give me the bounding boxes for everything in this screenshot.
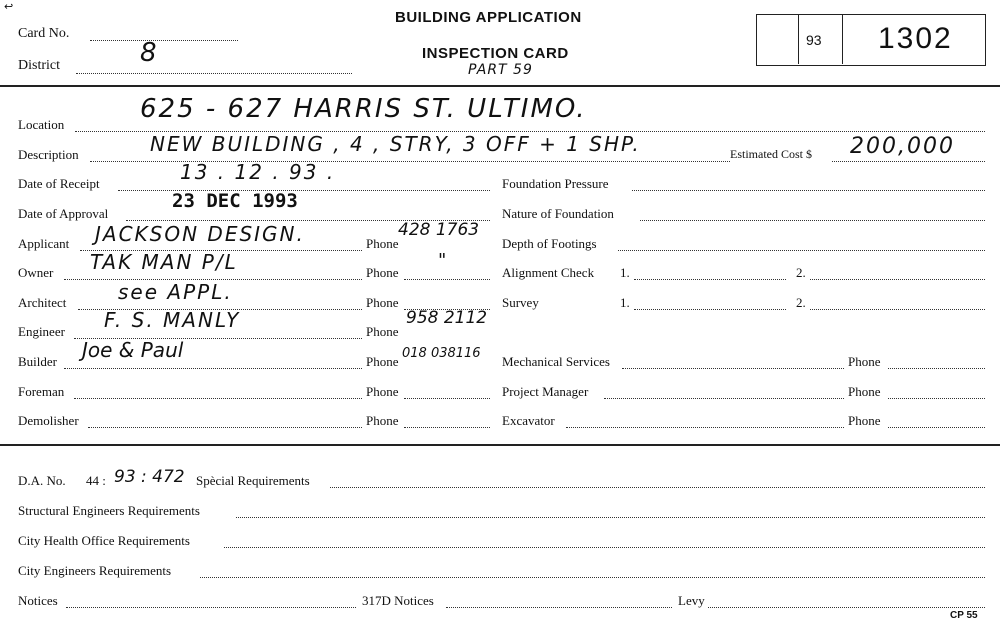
date-receipt-label: Date of Receipt: [18, 176, 100, 191]
demolisher-line: [88, 427, 362, 428]
title-line1: BUILDING APPLICATION: [395, 9, 582, 26]
location-label: Location: [18, 117, 65, 132]
survey-line1: [634, 309, 786, 310]
excavator-phone-label: Phone: [848, 413, 881, 428]
builder-value: Joe & Paul: [82, 338, 184, 362]
foreman-label: Foreman: [18, 384, 65, 399]
builder-phone-label: Phone: [366, 354, 399, 369]
city-engineers-label: City Engineers Requirements: [18, 563, 172, 578]
special-requirements-line: [330, 487, 985, 488]
project-manager-phone-line: [888, 398, 985, 399]
health-label: City Health Office Requirements: [18, 533, 190, 548]
mechanical-phone-line: [888, 368, 985, 369]
demolisher-label: Demolisher: [18, 413, 79, 428]
title-handwritten: PART 59: [468, 62, 533, 78]
mechanical-services-line: [622, 368, 844, 369]
architect-phone-label: Phone: [366, 295, 399, 310]
header-rule: [0, 85, 1000, 87]
card-no-line: [90, 40, 238, 41]
notices-317d-label: 317D Notices: [362, 593, 434, 608]
owner-value: TAK MAN P/L: [90, 250, 238, 274]
date-approval-stamp: 23 DEC 1993: [172, 190, 298, 212]
da-value: 93 : 472: [114, 467, 185, 487]
date-approval-label: Date of Approval: [18, 206, 109, 221]
location-value: 625 - 627 HARRIS ST. ULTIMO.: [140, 94, 587, 124]
alignment-num2: 2.: [796, 265, 806, 280]
nature-foundation-line: [640, 220, 985, 221]
card-no-label: Card No.: [18, 26, 70, 41]
owner-phone: ": [438, 250, 449, 271]
applicant-label: Applicant: [18, 236, 70, 251]
notices-label: Notices: [18, 593, 58, 608]
project-manager-label: Project Manager: [502, 384, 589, 399]
structural-line: [236, 517, 985, 518]
project-manager-line: [604, 398, 844, 399]
estimated-cost-value: 200,000: [850, 134, 955, 159]
engineer-phone-label: Phone: [366, 324, 399, 339]
depth-footings-label: Depth of Footings: [502, 236, 597, 251]
mechanical-services-label: Mechanical Services: [502, 354, 610, 369]
builder-label: Builder: [18, 354, 57, 369]
owner-label: Owner: [18, 265, 54, 280]
health-line: [224, 547, 985, 548]
excavator-label: Excavator: [502, 413, 555, 428]
description-value: NEW BUILDING , 4 , STRY, 3 OFF + 1 SHP.: [150, 132, 641, 156]
description-label: Description: [18, 147, 79, 162]
city-engineers-line: [200, 577, 985, 578]
foundation-pressure-label: Foundation Pressure: [502, 176, 609, 191]
notices-line: [66, 607, 356, 608]
alignment-num1: 1.: [620, 265, 630, 280]
title-line2: INSPECTION CARD: [422, 45, 569, 62]
applicant-value: JACKSON DESIGN.: [95, 222, 305, 246]
demolisher-phone-label: Phone: [366, 413, 399, 428]
survey-line2: [810, 309, 985, 310]
builder-phone: 018 038116: [402, 346, 481, 361]
box-divider-2: [842, 14, 843, 64]
estimated-cost-line: [832, 161, 985, 162]
district-label: District: [18, 58, 60, 73]
survey-label: Survey: [502, 295, 539, 310]
survey-num1: 1.: [620, 295, 630, 310]
mechanical-phone-label: Phone: [848, 354, 881, 369]
applicant-phone-label: Phone: [366, 236, 399, 251]
project-manager-phone-label: Phone: [848, 384, 881, 399]
form-code: CP 55: [950, 610, 978, 621]
architect-label: Architect: [18, 295, 67, 310]
owner-phone-line: [404, 279, 490, 280]
foreman-line: [74, 398, 362, 399]
foundation-pressure-line: [632, 190, 985, 191]
date-receipt-value: 13 . 12 . 93 .: [180, 160, 336, 184]
district-value: 8: [140, 38, 159, 68]
district-line: [76, 73, 352, 74]
architect-value: see APPL.: [118, 280, 233, 304]
engineer-value: F. S. MANLY: [104, 308, 241, 332]
applicant-phone: 428 1763: [398, 220, 480, 240]
da-no-label: D.A. No.: [18, 473, 66, 488]
depth-footings-line: [618, 250, 985, 251]
levy-label: Levy: [678, 593, 705, 608]
owner-phone-label: Phone: [366, 265, 399, 280]
foreman-phone-line: [404, 398, 490, 399]
box-divider-1: [798, 14, 799, 64]
box-year: 93: [806, 32, 822, 48]
middle-rule: [0, 444, 1000, 446]
foreman-phone-label: Phone: [366, 384, 399, 399]
alignment-check-label: Alignment Check: [502, 265, 595, 280]
box-number: 1302: [878, 22, 953, 55]
engineer-phone: 958 2112: [406, 308, 488, 328]
demolisher-phone-line: [404, 427, 490, 428]
survey-num2: 2.: [796, 295, 806, 310]
da-prefix: 44 :: [86, 473, 106, 488]
excavator-line: [566, 427, 844, 428]
alignment-line2: [810, 279, 985, 280]
special-requirements-label: Spècial Requirements: [196, 473, 310, 488]
structural-label: Structural Engineers Requirements: [18, 503, 200, 518]
engineer-label: Engineer: [18, 324, 65, 339]
alignment-line1: [634, 279, 786, 280]
nature-foundation-label: Nature of Foundation: [502, 206, 614, 221]
levy-line: [708, 607, 985, 608]
notices-317d-line: [446, 607, 672, 608]
estimated-cost-label: Estimated Cost $: [730, 147, 812, 161]
corner-mark: ↩: [4, 1, 14, 13]
excavator-phone-line: [888, 427, 985, 428]
builder-line: [64, 368, 362, 369]
